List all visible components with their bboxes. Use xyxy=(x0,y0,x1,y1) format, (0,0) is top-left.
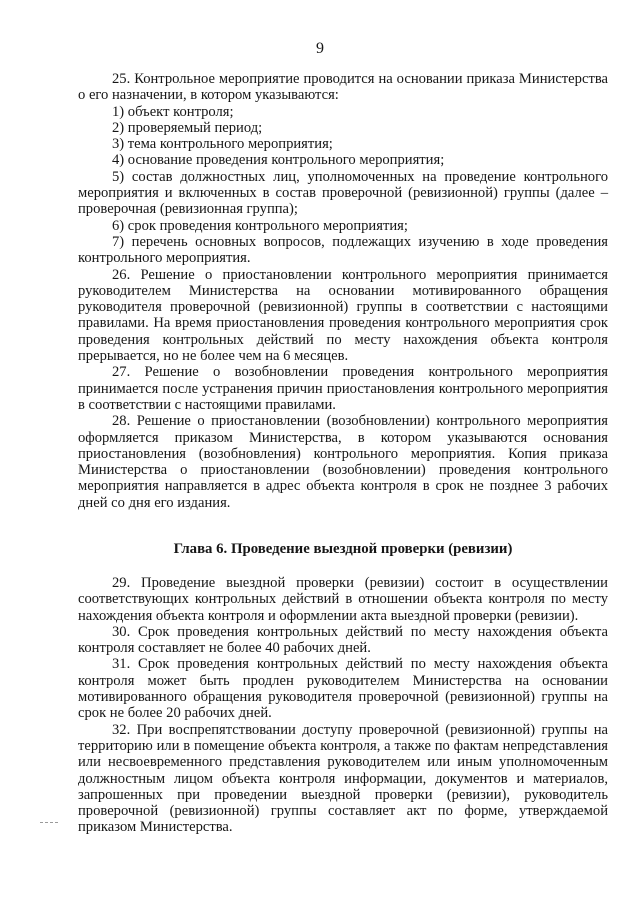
list-item-2: 2) проверяемый период; xyxy=(112,119,263,136)
section-chapter-6 xyxy=(78,575,608,836)
list-item-7: 7) перечень основных вопросов, подлежащих изучению в ходе проведения контрольного мероприятия. xyxy=(78,233,608,267)
paragraph-27: 27. Решение о возобновлении проведения контрольного мероприятия принимается после устранения причин приостановления контрольного мероприятия в соответствии с настоящими правилами. xyxy=(78,364,608,413)
paragraph-25: 25. Контрольное мероприятие проводится на основании приказа Министерства о его назначении, в котором указываются: xyxy=(78,71,608,104)
paragraph-26: 26. Решение о приостановлении контрольного мероприятия принимается руководителем Министерства на основании мотивированного обращения руководителя проверочной (ревизионной) группы в соответствии с настоящими правилами. На время приостановления проведения контрольного мероприятия срок проведения контрольных действий по месту нахождения объекта контроля прерывается, но не более чем на 6 месяцев. xyxy=(78,266,608,365)
list-item-4: 4) основание проведения контрольного мероприятия; xyxy=(112,152,445,169)
list-item-3: 3) тема контрольного мероприятия; xyxy=(112,136,333,153)
margin-mark xyxy=(40,822,58,824)
page-number: 9 xyxy=(316,40,324,57)
paragraph-28: 28. Решение о приостановлении (возобновлении) контрольного мероприятия оформляется приказом Министерства, в котором указываются основания приостановления (возобновления) контрольного мероприятия. Копия приказа Министерства о приостановлении (возобновлении) проведения контрольного мероприятия направляется в адрес объекта контроля в срок не позднее 3 рабочих дней со дня его издания. xyxy=(78,413,608,511)
list-item-1: 1) объект контроля; xyxy=(112,103,234,120)
paragraph-29: 29. Проведение выездной проверки (ревизии) состоит в осуществлении соответствующих контрольных действий в отношении объекта контроля по месту нахождения объекта контроля и оформлении акта выездной проверки (ревизии). xyxy=(78,575,608,624)
paragraph-31: 31. Срок проведения контрольных действий по месту нахождения объекта контроля может быть продлен руководителем Министерства на основании мотивированного обращения руководителя проверочной (ревизионной) группы на срок не более 20 рабочих дней. xyxy=(78,656,608,722)
paragraph-32: 32. При воспрепятствовании доступу проверочной (ревизионной) группы на территорию или в помещение объекта контроля, а также по фактам непредставления или несвоевременного представления руководителем или иным уполномоченным должностным лицом объекта контроля информации, документов и материалов, запрошенных при проведении выездной проверки (ревизии), руководитель проверочной (ревизионной) группы составляет акт по форме, утверждаемой приказом Министерства. xyxy=(78,721,608,836)
section-before-chapter xyxy=(78,71,608,511)
chapter-heading: Глава 6. Проведение выездной проверки (ревизии) xyxy=(173,541,513,557)
list-item-5: 5) состав должностных лиц, уполномоченных на проведение контрольного мероприятия и включенных в состав проверочной (ревизионной) группы (далее – проверочная (ревизионная группа); xyxy=(78,168,608,218)
paragraph-30: 30. Срок проведения контрольных действий по месту нахождения объекта контроля составляет не более 40 рабочих дней. xyxy=(78,623,608,657)
list-item-6: 6) срок проведения контрольного мероприятия; xyxy=(112,217,408,234)
